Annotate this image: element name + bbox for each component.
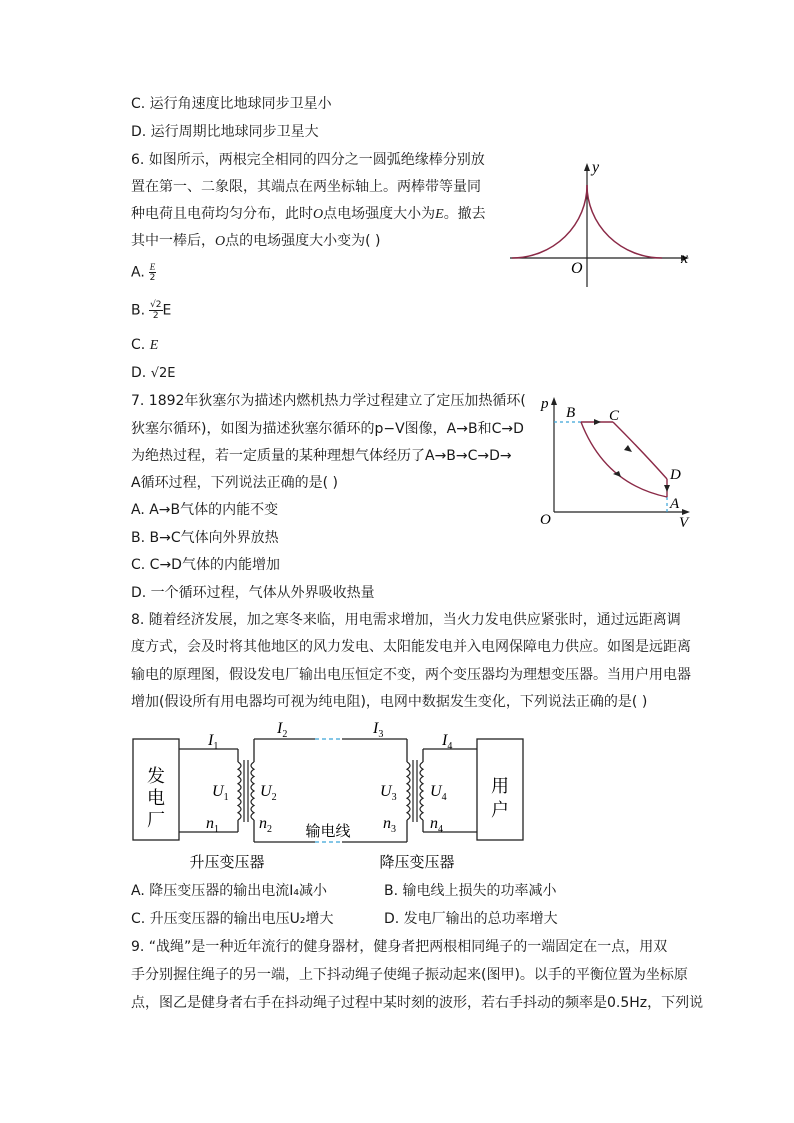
q5-option-c: C. 运行角速度比地球同步卫星小	[131, 96, 332, 112]
p-axis-arrow	[551, 397, 557, 405]
origin-label: O	[540, 512, 551, 528]
step-up-secondary-coil	[251, 762, 254, 820]
q8-transmission-diagram	[128, 716, 538, 876]
label-n4: $n_4$	[430, 815, 443, 835]
q6-arc-figure	[505, 155, 700, 290]
q6-stem-line1: 6. 如图所示，两根完全相同的四分之一圆弧绝缘棒分别放	[131, 152, 485, 168]
point-a-label: A	[670, 496, 680, 512]
step-down-primary-coil	[407, 762, 410, 820]
arc-second-quadrant	[512, 185, 587, 258]
label-n1: $n_1$	[206, 815, 219, 835]
q8-stem-line2: 度方式，会及时将其他地区的风力发电、太阳能发电并入电网保障电力供应。如图是远距离	[131, 639, 691, 655]
step-up-label: 升压变压器	[189, 853, 265, 871]
user-char-2: 户	[491, 800, 509, 821]
q8-option-c: C. 升压变压器的输出电压U₂增大	[131, 911, 334, 927]
arc-first-quadrant	[587, 185, 662, 258]
q8-stem-line4: 增加(假设所有用电器均可视为纯电阻)，电网中数据发生变化，下列说法正确的是( )	[131, 694, 648, 710]
y-label: y	[592, 159, 600, 176]
v-label: V	[679, 515, 689, 531]
q7-option-d: D. 一个循环过程，气体从外界吸收热量	[131, 585, 375, 601]
q6-option-a: A. $\frac{E}{2}$	[131, 262, 156, 283]
q7-stem-line4: A循环过程，下列说法正确的是( )	[131, 475, 338, 491]
plant-char-3: 厂	[147, 810, 165, 831]
point-c-label: C	[609, 408, 620, 424]
q6-stem-line2: 置在第一、二象限，其端点在两坐标轴上。两棒带等量同	[131, 179, 481, 195]
user-char-1: 用	[491, 776, 509, 797]
transmission-line-label: 输电线	[305, 822, 351, 840]
q7-pv-diagram	[535, 392, 695, 532]
q6-option-c: C. E	[131, 337, 159, 353]
q8-stem-line1: 8. 随着经济发展，加之寒冬来临，用电需求增加，当火力发电供应紧张时，通过远距离调	[131, 612, 681, 628]
q8-option-d: D. 发电厂输出的总功率增大	[384, 911, 558, 927]
step-down-label: 降压变压器	[379, 853, 455, 871]
q7-option-a: A. A→B气体的内能不变	[131, 502, 279, 518]
point-d-label: D	[670, 467, 681, 483]
arrow-d-a	[664, 485, 670, 492]
arrow-b-c	[594, 419, 601, 425]
label-u2: $U_2$	[260, 783, 277, 803]
label-u3: $U_3$	[380, 783, 397, 803]
curve-c-d	[613, 422, 667, 479]
q8-option-a: A. 降压变压器的输出电流I₄减小	[131, 883, 327, 899]
q7-option-b: B. B→C气体向外界放热	[131, 530, 279, 546]
x-label: x	[681, 250, 689, 267]
label-i1: $I_1$	[208, 732, 219, 752]
q6-option-b: B. $\frac{√2}{2}$ E	[131, 300, 172, 321]
label-i4: $I_4$	[442, 732, 453, 752]
q8-stem-line3: 输电的原理图，假设发电厂输出电压恒定不变，两个变压器均为理想变压器。当用户用电器	[131, 667, 691, 683]
q7-stem-line3: 为绝热过程，若一定质量的某种理想气体经历了A→B→C→D→	[131, 448, 512, 464]
plant-char-1: 发	[147, 766, 165, 787]
q6-stem-line3: 种电荷且电荷均匀分布，此时O点电场强度大小为E。撤去	[131, 206, 486, 222]
q7-stem-line2: 狄塞尔循环)，如图为描述狄塞尔循环的p−V图像，A→B和C→D	[131, 421, 524, 437]
step-up-primary-coil	[238, 762, 241, 820]
label-n3: $n_3$	[383, 815, 396, 835]
q9-stem-line2: 手分别握住绳子的另一端，上下抖动绳子使绳子振动起来(图甲)。以手的平衡位置为坐标原	[131, 967, 688, 983]
q7-option-c: C. C→D气体的内能增加	[131, 557, 280, 573]
y-axis-arrow	[584, 163, 590, 171]
q6-option-d: D. √2E	[131, 365, 176, 381]
q9-stem-line1: 9. “战绳”是一种近年流行的健身器材，健身者把两根相同绳子的一端固定在一点，用双	[131, 939, 668, 955]
q5-option-d: D. 运行周期比地球同步卫星大	[131, 124, 319, 140]
q7-stem-line1: 7. 1892年狄塞尔为描述内燃机热力学过程建立了定压加热循环(	[131, 393, 526, 409]
label-i2: $I_2$	[277, 720, 288, 740]
arrow-c-d	[624, 445, 632, 452]
p-label: p	[541, 396, 549, 412]
step-down-secondary-coil	[420, 762, 423, 820]
label-i3: $I_3$	[373, 720, 384, 740]
origin-label: O	[571, 260, 583, 277]
label-n2: $n_2$	[259, 815, 272, 835]
q9-stem-line3: 点，图乙是健身者右手在抖动绳子过程中某时刻的波形，若右手抖动的频率是0.5Hz，下列说	[131, 995, 704, 1011]
q8-option-b: B. 输电线上损失的功率减小	[384, 883, 557, 899]
label-u4: $U_4$	[430, 783, 447, 803]
plant-char-2: 电	[147, 788, 165, 809]
label-u1: $U_1$	[212, 783, 229, 803]
q6-stem-line4: 其中一棒后，O点的电场强度大小变为( )	[131, 233, 381, 249]
point-b-label: B	[566, 405, 576, 421]
